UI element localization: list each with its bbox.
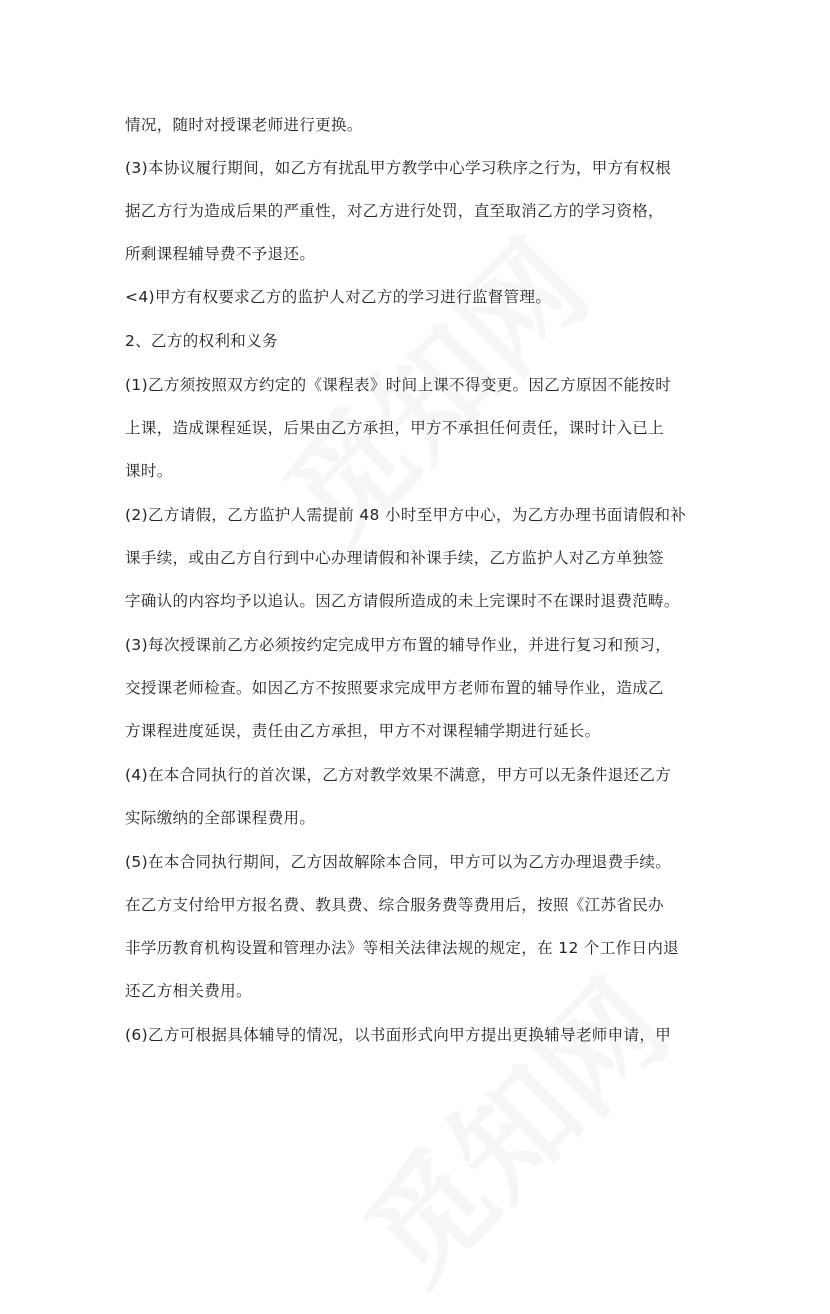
text-line: (3)本协议履行期间，如乙方有扰乱甲方教学中心学习秩序之行为，甲方有权根 (125, 159, 672, 177)
text-line: 字确认的内容均予以追认。因乙方请假所造成的未上完课时不在课时退费范畴。 (125, 592, 680, 610)
text-line: (2)乙方请假，乙方监护人需提前 48 小时至甲方中心，为乙方办理书面请假和补 (125, 506, 687, 524)
text-line: (6)乙方可根据具体辅导的情况，以书面形式向甲方提出更换辅导老师申请，甲 (125, 1026, 672, 1044)
text-line: 交授课老师检查。如因乙方不按照要求完成甲方老师布置的辅导作业，造成乙 (125, 679, 664, 697)
text-line: <4)甲方有权要求乙方的监护人对乙方的学习进行监督管理。 (125, 288, 552, 306)
text-line: 非学历教育机构设置和管理办法》等相关法律法规的规定，在 12 个工作日内退 (125, 939, 680, 957)
text-line: 所剩课程辅导费不予退还。 (125, 245, 316, 263)
text-line: (3)每次授课前乙方必须按约定完成甲方布置的辅导作业，并进行复习和预习， (125, 636, 672, 654)
text-line: 上课，造成课程延误，后果由乙方承担，甲方不承担任何责任，课时计入已上 (125, 419, 664, 437)
text-line: 方课程进度延误，责任由乙方承担，甲方不对课程辅学期进行延长。 (125, 722, 601, 740)
text-line: 在乙方支付给甲方报名费、教具费、综合服务费等费用后，按照《江苏省民办 (125, 896, 664, 914)
text-line: (5)在本合同执行期间，乙方因故解除本合同，甲方可以为乙方办理退费手续。 (125, 853, 672, 871)
text-line: 据乙方行为造成后果的严重性，对乙方进行处罚，直至取消乙方的学习资格， (125, 202, 664, 220)
text-line: 2、乙方的权利和义务 (125, 332, 278, 350)
text-line: 课手续，或由乙方自行到中心办理请假和补课手续，乙方监护人对乙方单独签 (125, 549, 664, 567)
text-line: 还乙方相关费用。 (125, 982, 252, 1000)
text-line: 课时。 (125, 462, 173, 480)
text-line: (4)在本合同执行的首次课，乙方对教学效果不满意，甲方可以无条件退还乙方 (125, 766, 672, 784)
text-line: 实际缴纳的全部课程费用。 (125, 809, 316, 827)
text-line: (1)乙方须按照双方约定的《课程表》时间上课不得变更。因乙方原因不能按时 (125, 376, 672, 394)
text-line: 情况，随时对授课老师进行更换。 (125, 116, 363, 134)
